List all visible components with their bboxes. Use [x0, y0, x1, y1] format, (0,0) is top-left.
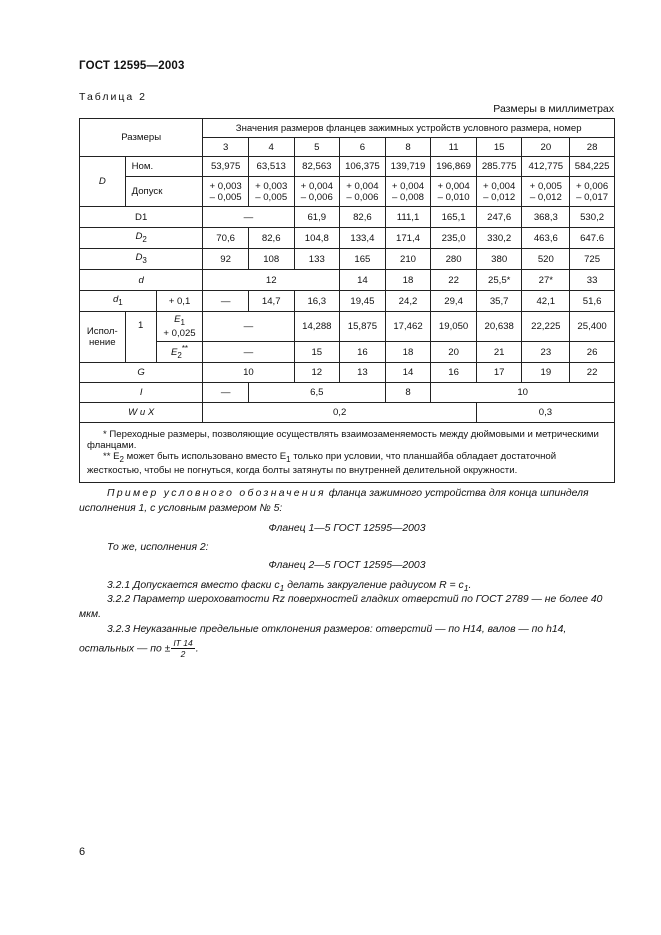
execution-label-line1: Испол- — [86, 326, 118, 337]
cell-merged: 0,2 — [203, 403, 477, 423]
cell: 280 — [431, 249, 477, 270]
table-row-e2 — [80, 342, 615, 363]
tol-upper: + 0,004 — [300, 180, 333, 192]
row-label-D: D — [80, 157, 126, 207]
subscript: 3 — [142, 255, 147, 265]
execution-label-line2: нение — [88, 337, 116, 348]
cell: 210 — [385, 249, 431, 270]
cell: 16 — [431, 363, 477, 383]
cell: 12 — [294, 363, 340, 383]
cell: 22 — [431, 270, 477, 291]
cell: 14,7 — [248, 291, 294, 312]
tol-lower: – 0,010 — [437, 191, 470, 203]
size-number: 4 — [248, 138, 294, 157]
fraction-denominator: 2 — [180, 649, 186, 659]
cell: 18 — [385, 270, 431, 291]
nominal-label: Ном. — [125, 157, 203, 177]
size-number: 6 — [340, 138, 386, 157]
cell: 20,638 — [476, 312, 522, 342]
cell: 165 — [340, 249, 386, 270]
cell — [248, 177, 294, 207]
cell: 16 — [340, 342, 386, 363]
table-row-d-small — [80, 270, 615, 291]
cell-tolerance: + 0,1 — [156, 291, 203, 312]
header-values: Значения размеров фланцев зажимных устройств условного размера, номер — [203, 119, 615, 138]
footnote-2-part: только при условии, что планшайба обладает достаточной жесткостью, чтобы не погнуться, когда болты затянуты по внутренней делительной окружности. — [87, 451, 557, 476]
cell: 14 — [340, 270, 386, 291]
cell: 23 — [522, 342, 570, 363]
subscript: 1 — [118, 297, 123, 307]
cell: 15,875 — [340, 312, 386, 342]
cell: 463,6 — [522, 228, 570, 249]
symbol: E — [174, 314, 181, 326]
cell: 53,975 — [203, 157, 249, 177]
flange-designation-2: Фланец 2—5 ГОСТ 12595—2003 — [268, 560, 426, 571]
cell: 647.6 — [570, 228, 615, 249]
table-units: Размеры в миллиметрах — [493, 103, 614, 115]
e1-label-cell — [156, 312, 203, 342]
table-row-wx — [80, 403, 615, 423]
cell: 133,4 — [340, 228, 386, 249]
table-row-d1-small — [80, 291, 615, 312]
size-number: 8 — [385, 138, 431, 157]
table-row-d3 — [80, 249, 615, 270]
cell: 82,6 — [340, 207, 386, 228]
cell: 70,6 — [203, 228, 249, 249]
row-label-D3 — [80, 249, 203, 270]
cell — [570, 177, 615, 207]
cell: 22 — [570, 363, 615, 383]
cell: 15 — [294, 342, 340, 363]
table-row-d-nominal — [80, 157, 615, 177]
table-row-e1 — [80, 312, 615, 342]
cell: 19,050 — [431, 312, 477, 342]
size-number: 20 — [522, 138, 570, 157]
fraction-numerator: IT 14 — [173, 638, 193, 648]
footnote-2 — [87, 451, 607, 476]
table-notes — [80, 423, 615, 483]
cell: 63,513 — [248, 157, 294, 177]
fraction — [171, 638, 194, 659]
same-execution-2: То же, исполнения 2: — [107, 542, 209, 553]
cell: 171,4 — [385, 228, 431, 249]
cell-merged: 6,5 — [248, 383, 385, 403]
subscript: 2 — [177, 351, 182, 361]
cell: 584,225 — [570, 157, 615, 177]
tol-upper: + 0,004 — [346, 180, 379, 192]
cell-merged: 10 — [431, 383, 615, 403]
cell: 33 — [570, 270, 615, 291]
clause-3-2-2: 3.2.2 Параметр шероховатости Rz поверхностей гладких отверстий по ГОСТ 2789 — не более 40 мкм. — [79, 594, 603, 620]
symbol: D — [135, 252, 143, 264]
table-row-d2 — [80, 228, 615, 249]
cell — [522, 177, 570, 207]
cell: 18 — [385, 342, 431, 363]
table-row-d1 — [80, 207, 615, 228]
cell: 530,2 — [570, 207, 615, 228]
table-row-d-tolerance — [80, 177, 615, 207]
clause-3-2-3: 3.2.3 Неуказанные предельные отклонения размеров: отверстий — по H14, валов — по h14, — [107, 624, 567, 635]
cell: 13 — [340, 363, 386, 383]
dimensions-table — [79, 118, 615, 483]
cell: 22,225 — [522, 312, 570, 342]
clause-part: делать закругление радиусом R = c — [284, 580, 464, 591]
tol-upper: + 0,004 — [391, 180, 425, 192]
cell: 196,869 — [431, 157, 477, 177]
row-label-G: G — [80, 363, 203, 383]
header-sizes: Размеры — [80, 119, 203, 157]
subscript: 2 — [119, 454, 124, 464]
row-label-execution — [80, 312, 126, 363]
cell-dash: — — [203, 291, 249, 312]
cell: 368,3 — [522, 207, 570, 228]
tol-lower: – 0,006 — [300, 191, 333, 203]
example-paragraph — [79, 486, 615, 516]
cell: 92 — [203, 249, 249, 270]
cell — [385, 177, 431, 207]
tol-upper: + 0,005 — [529, 180, 562, 192]
example-lead: Пример условного обозначения — [107, 488, 326, 499]
tol-upper: + 0,006 — [575, 180, 609, 192]
tol-upper: + 0,004 — [437, 180, 470, 192]
cell: 108 — [248, 249, 294, 270]
clause-3-2-3-cont — [79, 638, 615, 659]
cell: 106,375 — [340, 157, 386, 177]
cell: 35,7 — [476, 291, 522, 312]
cell-merged: 10 — [203, 363, 294, 383]
clause-part: остальных — по ± — [79, 643, 171, 655]
cell: 330,2 — [476, 228, 522, 249]
row-label-WX: W и X — [80, 403, 203, 423]
row-label-d1 — [80, 291, 157, 312]
cell — [294, 177, 340, 207]
symbol: E — [170, 347, 178, 359]
footnote-1: * Переходные размеры, позволяющие осуществлять взаимозаменяемость между дюймовыми и метрическими фланцами. — [87, 429, 599, 451]
e1-tolerance: + 0,025 — [163, 327, 196, 339]
cell: 285.775 — [476, 157, 522, 177]
footnote-2-part: ** E — [103, 451, 120, 462]
row-label-D1: D1 — [80, 207, 203, 228]
cell: 25,5* — [476, 270, 522, 291]
footnote-2-part: может быть использовано вместо E — [124, 451, 287, 462]
tol-lower: – 0,008 — [391, 191, 424, 203]
cell: 133 — [294, 249, 340, 270]
clause-part: . — [468, 580, 472, 591]
symbol: D — [135, 231, 143, 243]
tol-upper: + 0,003 — [209, 180, 242, 192]
subscript: 1 — [286, 454, 291, 464]
cell: 20 — [431, 342, 477, 363]
cell: 17 — [476, 363, 522, 383]
cell — [431, 177, 477, 207]
table-row-g — [80, 363, 615, 383]
cell-dash: — — [203, 312, 294, 342]
subscript: 2 — [142, 234, 147, 244]
cell: 14,288 — [294, 312, 340, 342]
size-number: 15 — [476, 138, 522, 157]
tolerance-label: Допуск — [125, 177, 203, 207]
cell: 29,4 — [431, 291, 477, 312]
size-number: 5 — [294, 138, 340, 157]
cell: 26 — [570, 342, 615, 363]
cell — [476, 177, 522, 207]
tol-lower: – 0,012 — [529, 191, 562, 203]
tol-lower: – 0,012 — [483, 191, 516, 203]
cell-dash: — — [203, 383, 249, 403]
tol-lower: – 0,006 — [346, 191, 379, 203]
example-rest: фланца зажимного устройства для конца шпинделя исполнения 1, с условным размером № 5: — [79, 488, 589, 514]
subscript: 1 — [180, 317, 185, 327]
cell-dash: — — [203, 342, 294, 363]
size-number: 28 — [570, 138, 615, 157]
symbol: d — [112, 294, 119, 306]
row-label-d: d — [80, 270, 203, 291]
e2-label-cell — [156, 342, 203, 363]
cell: 520 — [522, 249, 570, 270]
document-header: ГОСТ 12595—2003 — [79, 60, 185, 72]
tol-upper: + 0,003 — [255, 180, 288, 192]
cell: 19,45 — [340, 291, 386, 312]
cell: 380 — [476, 249, 522, 270]
cell: 16,3 — [294, 291, 340, 312]
cell: 725 — [570, 249, 615, 270]
table-notes-row — [80, 423, 615, 483]
subscript: 1 — [463, 583, 469, 594]
cell: 24,2 — [385, 291, 431, 312]
tol-lower: – 0,005 — [255, 191, 288, 203]
cell: 104,8 — [294, 228, 340, 249]
cell: 82,6 — [248, 228, 294, 249]
cell-dash: — — [203, 207, 294, 228]
cell: 82,563 — [294, 157, 340, 177]
cell: 61,9 — [294, 207, 340, 228]
cell: 139,719 — [385, 157, 431, 177]
subscript: 1 — [279, 583, 285, 594]
cell: 19 — [522, 363, 570, 383]
cell: 25,400 — [570, 312, 615, 342]
row-label-D2 — [80, 228, 203, 249]
cell: 17,462 — [385, 312, 431, 342]
cell — [340, 177, 386, 207]
table-row-i — [80, 383, 615, 403]
tol-upper: + 0,004 — [483, 180, 516, 192]
cell: 21 — [476, 342, 522, 363]
cell: 14 — [385, 363, 431, 383]
cell: 412,775 — [522, 157, 570, 177]
cell: 42,1 — [522, 291, 570, 312]
execution-number: 1 — [125, 312, 156, 363]
clause-part: . — [195, 643, 199, 655]
cell: 27* — [522, 270, 570, 291]
table-caption: Таблица 2 — [79, 91, 147, 103]
cell-merged: 0,3 — [476, 403, 614, 423]
flange-designation-1: Фланец 1—5 ГОСТ 12595—2003 — [268, 523, 426, 534]
cell: 51,6 — [570, 291, 615, 312]
tol-lower: – 0,017 — [576, 191, 609, 203]
cell: 111,1 — [385, 207, 431, 228]
superscript: ** — [181, 343, 189, 353]
cell: 8 — [385, 383, 431, 403]
size-number: 11 — [431, 138, 477, 157]
page-number: 6 — [79, 846, 86, 858]
cell: 247,6 — [476, 207, 522, 228]
tol-lower: – 0,005 — [209, 191, 242, 203]
row-label-I: I — [80, 383, 203, 403]
cell-merged: 12 — [203, 270, 340, 291]
size-number: 3 — [203, 138, 249, 157]
clause-part: 3.2.1 Допускается вместо фаски c — [107, 580, 280, 591]
cell — [203, 177, 249, 207]
cell: 165,1 — [431, 207, 477, 228]
cell: 235,0 — [431, 228, 477, 249]
